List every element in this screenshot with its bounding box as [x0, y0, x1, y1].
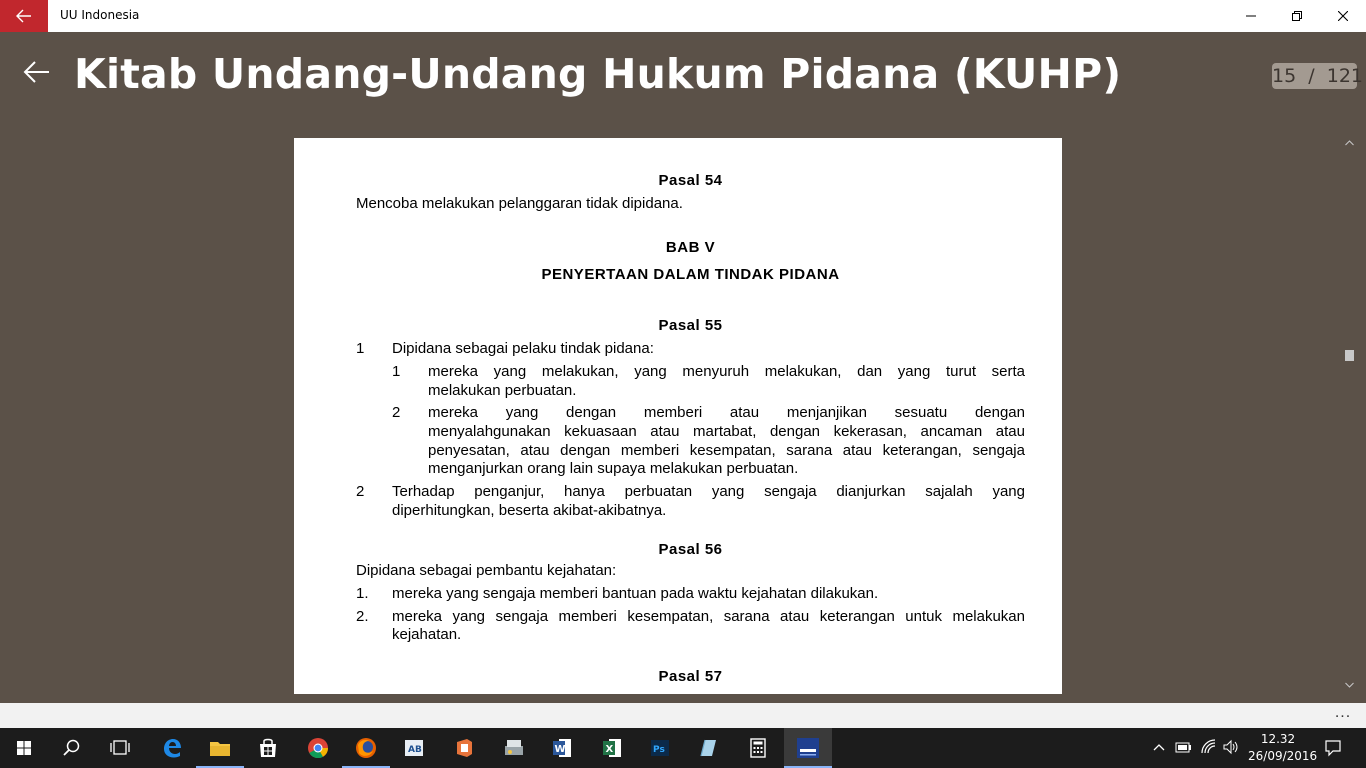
chrome-icon [306, 736, 330, 760]
minimize-icon [1246, 11, 1256, 21]
list-number: 1. [356, 585, 369, 602]
notes-icon [696, 736, 720, 760]
store-icon [256, 736, 280, 760]
search-button[interactable] [48, 728, 96, 768]
list-item-text: melakukan perbuatan. [428, 382, 577, 399]
clock-time: 12.32 [1260, 732, 1296, 746]
taskbar-app-scanner[interactable] [490, 728, 538, 768]
pasal-55-heading: Pasal 55 [658, 317, 723, 334]
uu-indonesia-icon [796, 736, 820, 760]
taskbar-app-office[interactable] [440, 728, 488, 768]
file-explorer-icon [208, 736, 232, 760]
action-center-icon[interactable] [1324, 739, 1342, 757]
close-icon [1338, 11, 1348, 21]
task-view-icon [108, 736, 132, 760]
list-item-text: Terhadap penganjur, hanya perbuatan yang sengaja dianjurkan sajalah yang [392, 483, 1025, 500]
task-view-button[interactable] [96, 728, 144, 768]
svg-text:Ps: Ps [653, 745, 665, 755]
excel-icon [600, 736, 624, 760]
taskbar-app-abbyy[interactable] [390, 728, 438, 768]
office-icon [452, 736, 476, 760]
vertical-scrollbar[interactable] [1343, 138, 1355, 694]
scanner-icon [502, 736, 526, 760]
scroll-up-icon[interactable] [1345, 140, 1354, 146]
pasal-56-heading: Pasal 56 [658, 541, 723, 558]
wifi-icon[interactable] [1200, 739, 1218, 755]
page-counter: 15 / 121 [1272, 65, 1364, 87]
clock-date: 26/09/2016 [1248, 749, 1318, 763]
more-options-button[interactable]: ... [1334, 704, 1352, 721]
back-arrow-icon [22, 58, 52, 88]
taskbar-app-excel[interactable] [588, 728, 636, 768]
list-item-text: mereka yang dengan memberi atau menjanjikan sesuatu dengan [428, 404, 1025, 421]
pasal-57-heading: Pasal 57 [658, 668, 723, 685]
clock[interactable] [1248, 731, 1318, 765]
taskbar-app-word[interactable] [538, 728, 586, 768]
list-number: 2 [392, 404, 401, 421]
taskbar-app-store[interactable] [244, 728, 292, 768]
back-button[interactable] [0, 0, 48, 32]
start-icon [12, 736, 36, 760]
calculator-icon [746, 736, 770, 760]
list-item-text: penyesatan, atau dengan memberi kesempatan, sarana atau keterangan, sengaja [428, 442, 1025, 459]
scrollbar-thumb[interactable] [1345, 350, 1354, 361]
app-bar [0, 703, 1366, 728]
back-arrow-icon [16, 9, 32, 23]
search-icon [60, 736, 84, 760]
list-item-text: kejahatan. [392, 626, 462, 643]
document-page [294, 138, 1062, 694]
list-item-text: diperhitungkan, beserta akibat-akibatnya. [392, 502, 667, 519]
taskbar-app-edge[interactable] [148, 728, 196, 768]
edge-icon [160, 736, 184, 760]
list-item-text: menyalahgunakan kekuasaan atau martabat, dengan kekerasan, ancaman atau [428, 423, 1025, 440]
scroll-down-icon[interactable] [1345, 682, 1354, 688]
photoshop-icon [648, 736, 672, 760]
list-number: 1 [356, 340, 365, 357]
taskbar-app-uu-indonesia[interactable] [784, 728, 832, 768]
show-hidden-icons-icon[interactable] [1152, 740, 1166, 754]
list-number: 2. [356, 608, 369, 625]
minimize-button[interactable] [1228, 0, 1274, 32]
list-number: 2 [356, 483, 365, 500]
list-item-text: mereka yang melakukan, yang menyuruh melakukan, dan yang turut serta [428, 363, 1025, 380]
restore-icon [1292, 11, 1302, 21]
page-title: Kitab Undang-Undang Hukum Pidana (KUHP) [74, 50, 1122, 98]
list-item-text: mereka yang sengaja memberi bantuan pada waktu kejahatan dilakukan. [392, 585, 879, 602]
svg-text:X: X [605, 744, 614, 755]
list-number: 1 [392, 363, 401, 380]
taskbar-app-chrome[interactable] [294, 728, 342, 768]
battery-icon[interactable] [1174, 740, 1192, 754]
window-title: UU Indonesia [60, 8, 140, 22]
taskbar-app-notes[interactable] [684, 728, 732, 768]
start-button[interactable] [0, 728, 48, 768]
taskbar-app-calculator[interactable] [734, 728, 782, 768]
taskbar-app-file-explorer[interactable] [196, 728, 244, 768]
taskbar-app-firefox[interactable] [342, 728, 390, 768]
taskbar-app-photoshop[interactable] [636, 728, 684, 768]
bab-heading: BAB V [665, 239, 716, 256]
word-icon [550, 736, 574, 760]
pasal-54-heading: Pasal 54 [658, 172, 723, 189]
firefox-icon [354, 736, 378, 760]
pasal-54-text: Mencoba melakukan pelanggaran tidak dipidana. [356, 195, 683, 212]
volume-icon[interactable] [1222, 739, 1240, 755]
close-button[interactable] [1320, 0, 1366, 32]
list-item-text: Dipidana sebagai pelaku tindak pidana: [392, 340, 654, 357]
list-item-text: menganjurkan orang lain supaya melakukan perbuatan. [428, 460, 799, 477]
title-bar [0, 0, 1366, 32]
svg-text:AB: AB [408, 745, 422, 755]
bab-subtitle: PENYERTAAN DALAM TINDAK PIDANA [541, 266, 840, 283]
abbyy-icon [402, 736, 426, 760]
restore-button[interactable] [1274, 0, 1320, 32]
pasal-56-intro: Dipidana sebagai pembantu kejahatan: [356, 562, 617, 579]
svg-text:W: W [554, 744, 566, 755]
app-back-button[interactable] [22, 58, 52, 88]
taskbar [0, 728, 1366, 768]
list-item-text: mereka yang sengaja memberi kesempatan, sarana atau keterangan untuk melakukan [392, 608, 1025, 625]
